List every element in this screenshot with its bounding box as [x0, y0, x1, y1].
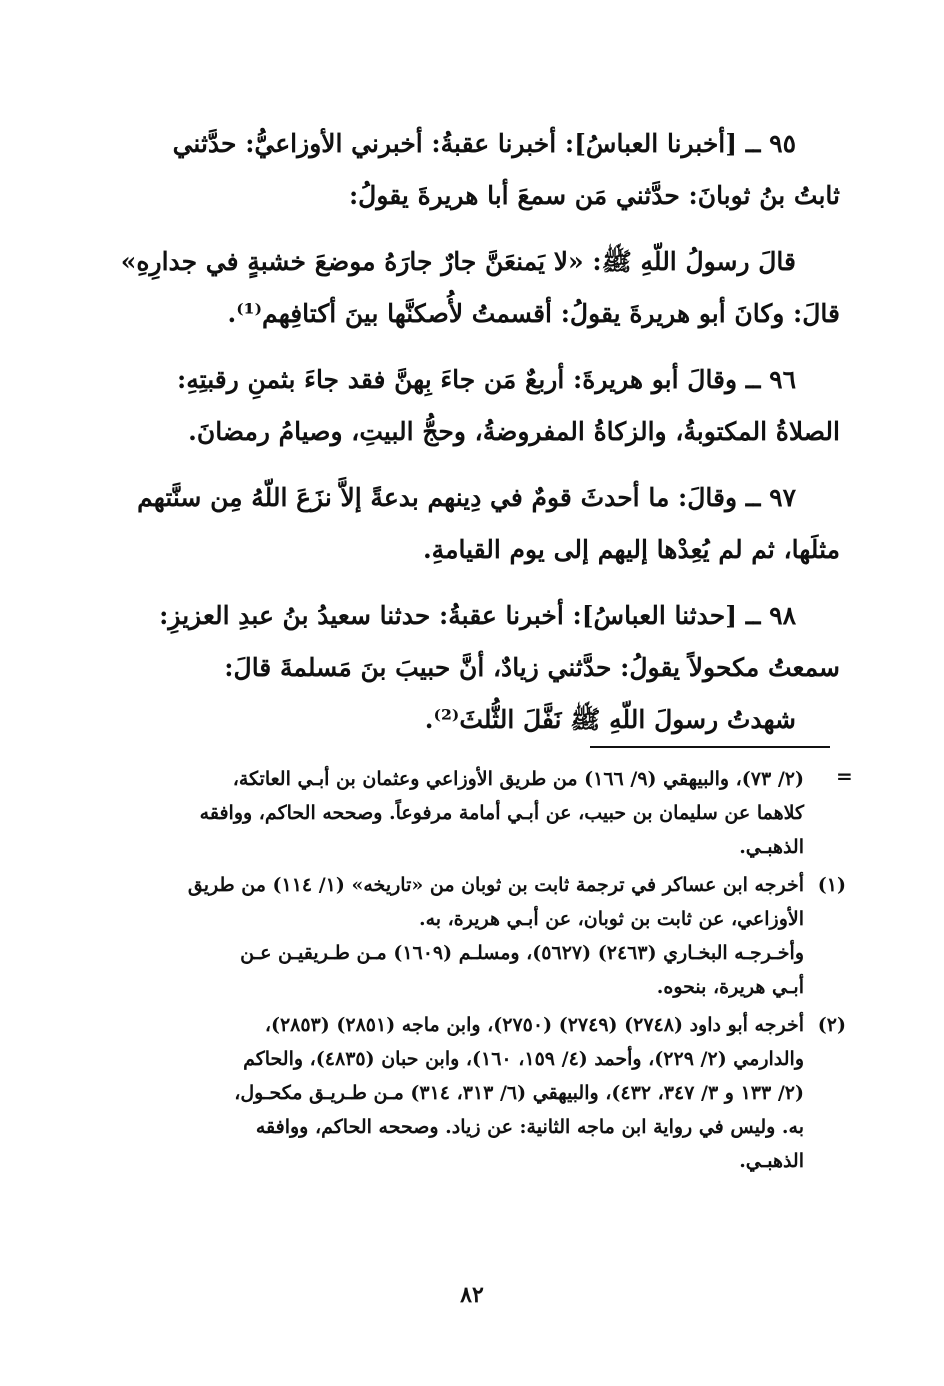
footnote-line: الأوزاعي، عن ثابت بن ثوبان، عن أبـي هريرة، به. [418, 908, 804, 930]
text-line: ثابتُ بنُ ثوبانَ: حدَّثني مَن سمعَ أبا هريرةَ يقولُ: [348, 181, 840, 210]
paragraph-hadith-97 [114, 472, 840, 576]
footnote-line: أخرجه أبو داود (٢٧٤٨) (٢٧٤٩) (٢٧٥٠)، وابن ماجه (٢٨٥١) (٢٨٥٣)، [264, 1014, 804, 1036]
text-line: الصلاةُ المكتوبةُ، والزكاةُ المفروضةُ، وحجُّ البيتِ، وصيامُ رمضانَ. [188, 417, 840, 446]
footnote-continuation [114, 762, 840, 864]
footnote-line: الذهبـي. [739, 836, 804, 858]
footnote-number: (٢) [817, 1014, 846, 1036]
footnote-separator [590, 746, 830, 748]
page-number: ٨٢ [460, 1282, 484, 1308]
footnote-line: به. وليس في رواية ابن ماجه الثانية: عن زياد. وصححه الحاكم، ووافقه [255, 1116, 804, 1138]
footnote-number: (١) [817, 874, 846, 896]
footnote-line: والدارمي (٢/ ٢٢٩)، وأحمد (٤/ ١٥٩، ١٦٠)، وابن حبان (٤٨٣٥)، والحاكم [243, 1048, 804, 1070]
footnote-line: (٢/ ١٣٣ و ٣/ ٣٤٧، ٤٣٢)، والبيهقي (٦/ ٣١٣، ٣١٤) مـن طـريـق مكحـول، [234, 1082, 804, 1104]
main-text [114, 118, 840, 760]
text-line: ٩٥ ــ [أخبرنا العباسُ]: أخبرنا عقبةُ: أخبرني الأوزاعيُّ: حدَّثني [172, 129, 796, 158]
text-line: مثلَها، ثم لم يُعِدْها إليهم إلى يوم القيامةِ. [422, 535, 840, 564]
footnote-continuation-mark: = [836, 764, 853, 788]
text-line: ٩٦ ــ وقالَ أبو هريرةَ: أربعٌ مَن جاءَ بِهنَّ فقد جاءَ بثمنِ رقبتِهِ: [177, 365, 796, 394]
footnote-line: أخرجه ابن عساكر في ترجمة ثابت بن ثوبان من «تاريخه» (١/ ١١٤) من طريق [187, 874, 804, 896]
footnote-1 [114, 868, 846, 1004]
paragraph-hadith-96 [114, 354, 840, 458]
footnote-line: كلاهما عن سليمان بن حبيب، عن أبـي أمامة مرفوعاً. وصححه الحاكم، ووافقه [199, 802, 804, 824]
text-line: سمعتُ مكحولاً يقولُ: حدَّثني زيادٌ، أنَّ حبيبَ بنَ مَسلمةَ قالَ: [224, 653, 840, 682]
footnote-2 [114, 1008, 846, 1178]
footnote-line: وأخـرجـه البخـاري (٢٤٦٣) (٥٦٢٧)، ومسلـم (١٦٠٩) مـن طـريقيـن عـن [240, 942, 804, 964]
paragraph-hadith-95-text [114, 236, 840, 340]
footnote-line: الذهبـي. [739, 1150, 804, 1172]
footnote-line: أبـي هريرة، بنحوه. [656, 976, 804, 998]
text-line: ٩٧ ــ وقالَ: ما أحدثَ قومٌ في دِينهم بدعةً إلاَّ نزَعَ اللّهُ مِن سنَّتهم [137, 483, 796, 512]
footnotes [114, 762, 846, 1182]
text-line: ٩٨ ــ [حدثنا العباسُ]: أخبرنا عقبةُ: حدثنا سعيدُ بنُ عبدِ العزيزِ: [159, 601, 796, 630]
text-line: قالَ رسولُ اللّهِ ﷺ: «لا يَمنعَنَّ جارٌ جارَهُ موضعَ خشبةٍ في جدارِهِ» [120, 247, 796, 276]
paragraph-hadith-95 [114, 118, 840, 222]
footnote-line: (٢/ ٧٣)، والبيهقي (٩/ ١٦٦) من طريق الأوزاعي وعثمان بن أبـي العاتكة، [232, 768, 804, 790]
text-line: قالَ: وكانَ أبو هريرةَ يقولُ: أقسمتُ لأُصكنَّها بينَ أكتافِهم⁽¹⁾. [227, 299, 840, 328]
text-line: شهدتُ رسولَ اللّهِ ﷺ نَفَّلَ الثُّلثَ⁽²⁾. [424, 705, 796, 734]
paragraph-hadith-98 [114, 590, 840, 746]
